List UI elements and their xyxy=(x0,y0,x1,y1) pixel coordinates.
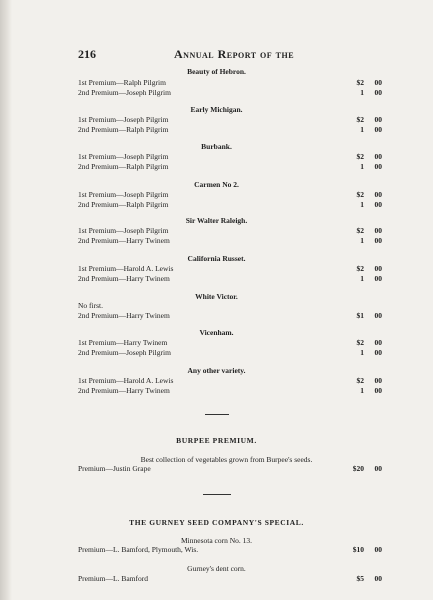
premium-label: 2nd Premium—Harry Twinem xyxy=(78,274,170,283)
premium-row xyxy=(78,311,382,321)
premium-dollars: 1 xyxy=(360,200,364,209)
section-title: Carmen No 2. xyxy=(194,180,239,189)
premium-dollars: $20 xyxy=(352,464,364,473)
premium-dollars: $2 xyxy=(356,115,364,124)
gurney-subtitle: Gurney's dent corn. xyxy=(187,564,246,573)
premium-label: Premium—L. Bamford, Plymouth, Wis. xyxy=(78,545,199,554)
section-title: California Russet. xyxy=(187,254,246,263)
premium-row xyxy=(78,190,382,200)
premium-dollars: $5 xyxy=(356,574,364,583)
gurney-title: THE GURNEY SEED COMPANY'S SPECIAL. xyxy=(129,518,304,527)
premium-row xyxy=(78,78,382,88)
premium-row xyxy=(78,348,382,358)
section-title: Sir Walter Raleigh. xyxy=(185,216,248,225)
section-title: Any other variety. xyxy=(187,366,246,375)
premium-label: 1st Premium—Joseph Pilgrim xyxy=(78,226,169,235)
premium-dollars: $2 xyxy=(356,226,364,235)
premium-dollars: $2 xyxy=(356,152,364,161)
premium-cents: 00 xyxy=(374,264,382,273)
premium-dollars: $2 xyxy=(356,78,364,87)
premium-cents: 00 xyxy=(374,338,382,347)
premium-row xyxy=(78,264,382,274)
section-title: Early Michigan. xyxy=(190,105,243,114)
premium-cents: 00 xyxy=(374,200,382,209)
premium-row xyxy=(78,152,382,162)
premium-label: Premium—L. Bamford xyxy=(78,574,148,583)
premium-row xyxy=(78,301,382,311)
premium-row xyxy=(78,125,382,135)
premium-cents: 00 xyxy=(374,125,382,134)
premium-row xyxy=(78,464,382,474)
premium-row xyxy=(78,376,382,386)
section-divider xyxy=(203,494,231,495)
premium-row xyxy=(78,115,382,125)
premium-dollars: 1 xyxy=(360,274,364,283)
premium-label: 2nd Premium—Harry Twinem xyxy=(78,386,170,395)
premium-dollars: 1 xyxy=(360,236,364,245)
premium-row xyxy=(78,226,382,236)
premium-label: 1st Premium—Harry Twinem xyxy=(78,338,168,347)
premium-row xyxy=(78,274,382,284)
premium-label: No first. xyxy=(78,301,103,310)
premium-row xyxy=(78,162,382,172)
gurney-subtitle: Minnesota corn No. 13. xyxy=(180,536,253,545)
premium-label: 2nd Premium—Harry Twinem xyxy=(78,311,170,320)
premium-label: 2nd Premium—Ralph Pilgrim xyxy=(78,125,169,134)
premium-cents: 00 xyxy=(374,348,382,357)
premium-row xyxy=(78,386,382,396)
premium-dollars: $1 xyxy=(356,311,364,320)
section-title: Burbank. xyxy=(201,142,232,151)
premium-dollars: 1 xyxy=(360,162,364,171)
section-title: Vicenham. xyxy=(199,328,234,337)
premium-dollars: $2 xyxy=(356,376,364,385)
premium-cents: 00 xyxy=(374,274,382,283)
premium-dollars: $2 xyxy=(356,338,364,347)
section-title: Beauty of Hebron. xyxy=(187,67,246,76)
premium-label: 1st Premium—Ralph Pilgrim xyxy=(78,78,166,87)
premium-cents: 00 xyxy=(374,545,382,554)
premium-cents: 00 xyxy=(374,311,382,320)
premium-dollars: $2 xyxy=(356,264,364,273)
premium-row xyxy=(78,338,382,348)
premium-cents: 00 xyxy=(374,162,382,171)
premium-label: 2nd Premium—Joseph Pilgrim xyxy=(78,348,171,357)
burpee-description: Best collection of vegetables grown from Burpee's seeds. xyxy=(140,455,313,464)
premium-cents: 00 xyxy=(374,574,382,583)
premium-row xyxy=(78,236,382,246)
section-divider xyxy=(205,414,229,415)
premium-dollars: $10 xyxy=(352,545,364,554)
premium-label: 1st Premium—Joseph Pilgrim xyxy=(78,190,169,199)
premium-label: 1st Premium—Harold A. Lewis xyxy=(78,264,174,273)
running-title: Annual Report of the xyxy=(174,47,295,61)
premium-cents: 00 xyxy=(374,464,382,473)
premium-label: 2nd Premium—Harry Twinem xyxy=(78,236,170,245)
premium-cents: 00 xyxy=(374,376,382,385)
premium-dollars: 1 xyxy=(360,125,364,134)
premium-label: 2nd Premium—Ralph Pilgrim xyxy=(78,162,169,171)
premium-cents: 00 xyxy=(374,236,382,245)
premium-label: 2nd Premium—Ralph Pilgrim xyxy=(78,200,169,209)
premium-row xyxy=(78,88,382,98)
premium-cents: 00 xyxy=(374,190,382,199)
premium-cents: 00 xyxy=(374,152,382,161)
premium-cents: 00 xyxy=(374,386,382,395)
premium-label: 2nd Premium—Joseph Pilgrim xyxy=(78,88,171,97)
premium-dollars: $2 xyxy=(356,190,364,199)
burpee-title: BURPEE PREMIUM. xyxy=(176,436,257,445)
premium-cents: 00 xyxy=(374,78,382,87)
premium-row xyxy=(78,200,382,210)
premium-dollars: 1 xyxy=(360,88,364,97)
premium-label: 1st Premium—Joseph Pilgrim xyxy=(78,152,169,161)
premium-dollars: 1 xyxy=(360,348,364,357)
premium-row xyxy=(78,545,382,555)
premium-label: Premium—Justin Grape xyxy=(78,464,151,473)
premium-dollars: 1 xyxy=(360,386,364,395)
premium-cents: 00 xyxy=(374,115,382,124)
premium-cents: 00 xyxy=(374,226,382,235)
premium-cents: 00 xyxy=(374,88,382,97)
premium-label: 1st Premium—Harold A. Lewis xyxy=(78,376,174,385)
section-title: White Victor. xyxy=(195,292,238,301)
premium-label: 1st Premium—Joseph Pilgrim xyxy=(78,115,169,124)
premium-row xyxy=(78,574,382,584)
page-number: 216 xyxy=(78,47,96,61)
